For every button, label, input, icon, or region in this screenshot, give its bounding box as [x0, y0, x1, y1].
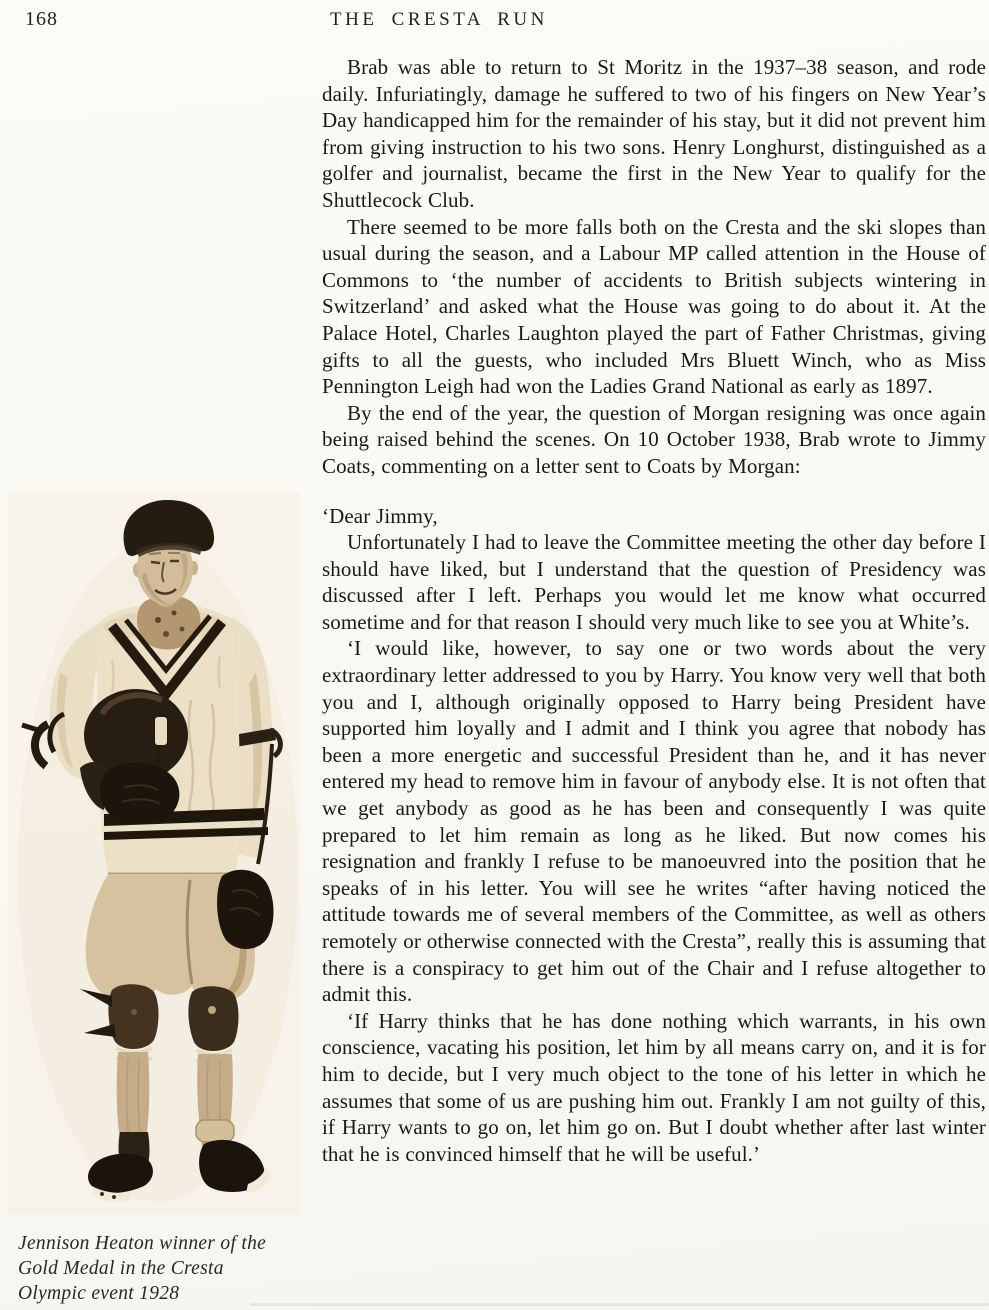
running-title: THE CRESTA RUN [330, 9, 548, 30]
knee-pad-right [188, 986, 238, 1051]
caption-line-1: Jennison Heaton winner of the [18, 1233, 267, 1254]
photo-illustration [8, 492, 300, 1214]
letter-paragraph-2: ‘I would like, however, to say one or two words about the very extraordinary letter addressed to you by Harry. You know very well that both you and I, although originally opposed to Harry being President have supported him loyally and I admit and I think you agree that nobody has been a more energetic and successful President than he, and it has never entered my head to remove him in favour of anybody else. It is not often that we get anybody as good as he has been and consequently I was quite prepared to let him remain as long as he liked. But now comes his resignation and frankly I refuse to be manoeuvred into the position that he speaks of in his letter. You will see he writes “after having noticed the attitude towards me of several members of the Committee, as well as others remotely or otherwise connected with the Cresta”, really this is assuming that there is a conspiracy to get him out of the Chair and I refuse altogether to admit this. [322, 636, 986, 1007]
paragraph-1: Brab was able to return to St Moritz in the 1937–38 season, and rode daily. Infuriatingly, damage he suffered to two of his fingers on New Year’s Day handicapped him for the remainder of his stay, but it did not prevent him from giving instruction to his two sons. Henry Longhurst, distinguished as a golfer and journalist, became the first in the New Year to qualify for the Shuttlecock Club. [322, 55, 986, 212]
caption-line-3: Olympic event 1928 [18, 1283, 180, 1304]
letter-paragraph-1: Unfortunately I had to leave the Committee meeting the other day before I should have liked, but I understand that the question of Presidency was discussed after I left. Perhaps you would let me know what occurred sometime and for that reason I should very much like to see you at White’s. [322, 530, 986, 634]
right-glove [217, 870, 273, 949]
text-column [322, 54, 986, 1167]
letter-block [322, 503, 986, 1168]
paragraph-2: There seemed to be more falls both on the Cresta and the ski slopes than usual during the season, and a Labour MP called attention in the House of Commons to ‘the number of accidents to British subjects wintering in Switzerland’ and asked what the House was going to do about it. At the Palace Hotel, Charles Laughton played the part of Father Christmas, giving gifts to all the guests, who included Mrs Bluett Winch, who as Miss Pennington Leigh had won the Ladies Grand National as early as 1897. [322, 214, 986, 399]
helmet-buckle [154, 716, 168, 746]
photo-caption [18, 1231, 298, 1306]
photograph [8, 492, 300, 1214]
paragraph-3: By the end of the year, the question of Morgan resigning was once again being raised behind the scenes. On 10 October 1938, Brab wrote to Jimmy Coats, commenting on a letter sent to Coats by Morgan: [322, 400, 986, 478]
sock-cuff-right [196, 1120, 234, 1142]
page-number: 168 [25, 8, 58, 30]
caption-line-2: Gold Medal in the Cresta [18, 1258, 224, 1279]
scan-streak-artifact [250, 1303, 989, 1306]
letter-salutation: ‘Dear Jimmy, [322, 503, 438, 528]
letter-paragraph-3: ‘If Harry thinks that he has done nothing which warrants, in his own conscience, vacating his position, let him by all means carry on, and it is for him to decide, but I very much object to the tone of his letter in which he assumes that some of us are pushing him out. Frankly I am not guilty of this, if Harry wants to go on, let him go on. But I doubt whether after last winter that he is convinced himself that he will be useful.’ [322, 1008, 986, 1166]
